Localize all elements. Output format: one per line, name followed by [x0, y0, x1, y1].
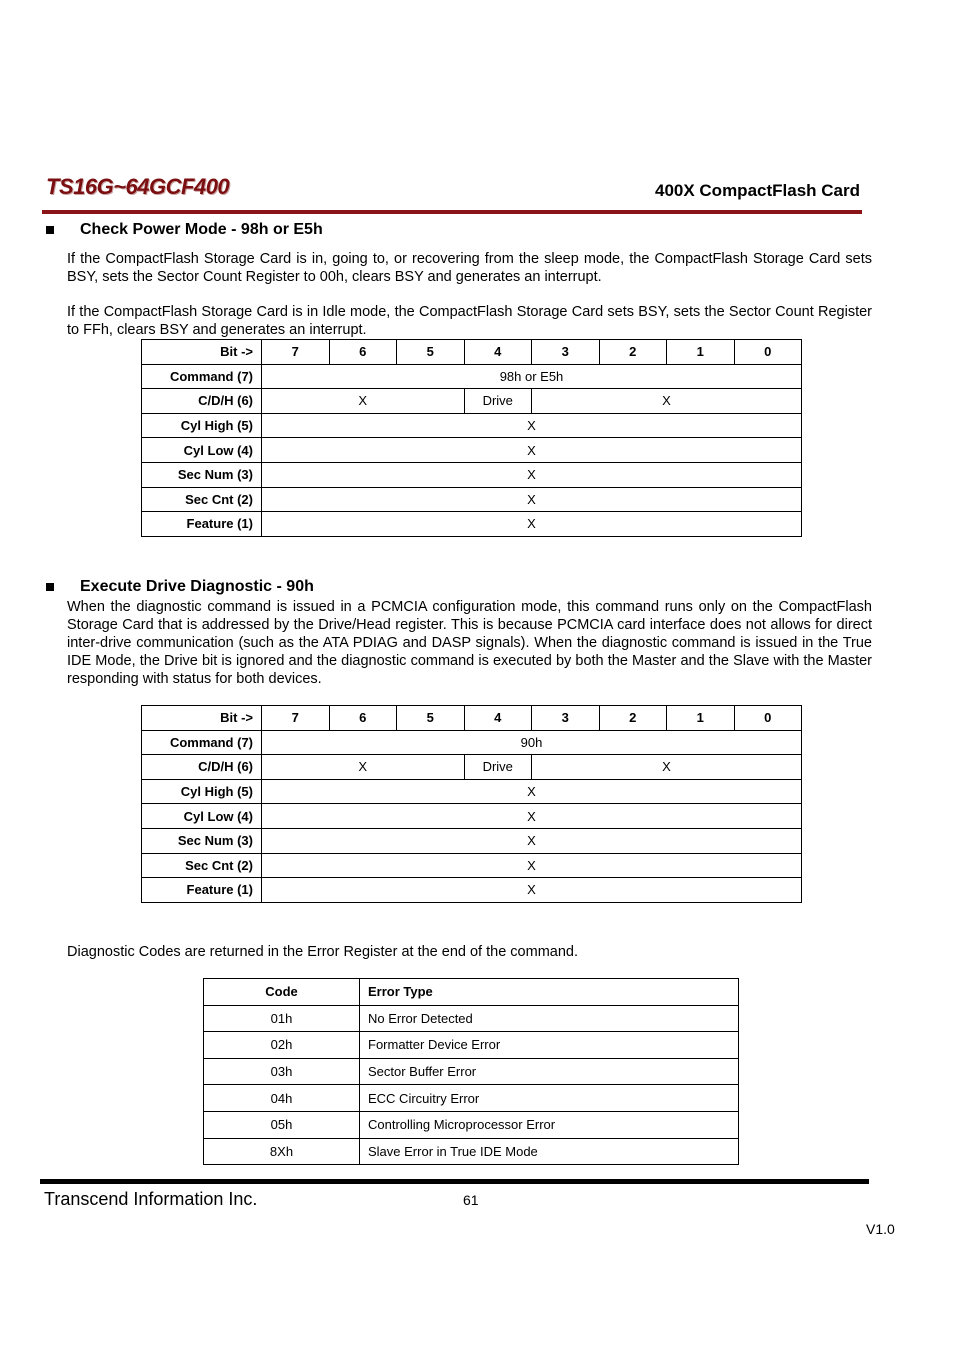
table-row [142, 706, 802, 731]
register-label: Sec Cnt (2) [142, 487, 262, 512]
bit-cell: 0 [734, 706, 802, 731]
document-model-title: TS16G~64GCF400 [46, 174, 230, 199]
register-value: X [262, 438, 802, 463]
table-row [142, 364, 802, 389]
table-row [204, 1111, 739, 1138]
register-label: Cyl High (5) [142, 779, 262, 804]
paragraph: When the diagnostic command is issued in a PCMCIA configuration mode, this command runs only on the CompactFlash Storage Card that is addressed by the Drive/Head register. This is because PCMCIA card interface does not allows for direct inter-drive communication (such as the ATA PDIAG and DASP signals). When the diagnostic command is issued in the True IDE Mode, the Drive bit is ignored and the diagnostic command is executed by both the Master and the Slave with the Master responding with status for both devices. [67, 599, 872, 687]
table-row [142, 828, 802, 853]
table-row [204, 1032, 739, 1059]
table-row [204, 1005, 739, 1032]
table-row [204, 1138, 739, 1165]
register-label: Command (7) [142, 730, 262, 755]
code-cell: 04h [204, 1085, 360, 1112]
footer-divider [40, 1179, 869, 1184]
diagnostic-codes-table [203, 978, 739, 1165]
register-label: Cyl High (5) [142, 413, 262, 438]
document-product-title: 400X CompactFlash Card [654, 181, 860, 200]
section-title-text: Check Power Mode - 98h or E5h [80, 221, 323, 238]
square-bullet-icon [46, 583, 54, 591]
register-value: X [262, 755, 465, 780]
register-label: Cyl Low (4) [142, 438, 262, 463]
register-label: Cyl Low (4) [142, 804, 262, 829]
register-value: X [262, 779, 802, 804]
register-value: X [262, 487, 802, 512]
table-row [142, 462, 802, 487]
table-header-row [204, 979, 739, 1006]
register-value: X [262, 878, 802, 903]
table-row [142, 389, 802, 414]
table-row [204, 1085, 739, 1112]
paragraph: If the CompactFlash Storage Card is in, going to, or recovering from the sleep mode, the CompactFlash Storage Card sets BSY, sets the Sector Count Register to 00h, clears BSY and generates an interrupt. [67, 251, 872, 285]
register-value: X [262, 804, 802, 829]
bit-cell: 4 [464, 340, 532, 365]
error-type-cell: ECC Circuitry Error [360, 1085, 739, 1112]
register-label: Command (7) [142, 364, 262, 389]
table-row [142, 779, 802, 804]
drive-bit-value: Drive [464, 755, 532, 780]
register-value: X [532, 755, 802, 780]
table-row [142, 878, 802, 903]
table-row [142, 755, 802, 780]
table-row [142, 853, 802, 878]
bit-cell: 4 [464, 706, 532, 731]
code-cell: 8Xh [204, 1138, 360, 1165]
section-check-power-mode-title [44, 221, 323, 239]
register-value: 90h [262, 730, 802, 755]
register-label: Feature (1) [142, 878, 262, 903]
bit-cell: 5 [397, 706, 465, 731]
error-type-cell: Slave Error in True IDE Mode [360, 1138, 739, 1165]
code-cell: 02h [204, 1032, 360, 1059]
table-row [142, 438, 802, 463]
paragraph: Diagnostic Codes are returned in the Error Register at the end of the command. [67, 944, 578, 960]
register-value: 98h or E5h [262, 364, 802, 389]
column-header-code: Code [204, 979, 360, 1006]
paragraph: If the CompactFlash Storage Card is in Idle mode, the CompactFlash Storage Card sets BSY, sets the Sector Count Register to FFh, clears BSY and generates an interrupt. [67, 304, 872, 338]
table-row [142, 730, 802, 755]
bit-cell: 6 [329, 706, 397, 731]
error-type-cell: Sector Buffer Error [360, 1058, 739, 1085]
table-row [142, 512, 802, 537]
register-label: C/D/H (6) [142, 389, 262, 414]
register-value: X [262, 828, 802, 853]
header-divider [42, 210, 862, 214]
execute-drive-diagnostic-register-table [141, 705, 802, 903]
error-type-cell: Formatter Device Error [360, 1032, 739, 1059]
register-label: C/D/H (6) [142, 755, 262, 780]
bit-cell: 7 [262, 706, 330, 731]
register-value: X [262, 413, 802, 438]
column-header-error-type: Error Type [360, 979, 739, 1006]
table-row [204, 1058, 739, 1085]
bit-cell: 2 [599, 340, 667, 365]
bit-cell: 1 [667, 706, 735, 731]
bit-cell: 3 [532, 706, 600, 731]
register-value: X [262, 389, 465, 414]
code-cell: 05h [204, 1111, 360, 1138]
table-row [142, 413, 802, 438]
table-row [142, 340, 802, 365]
section-title-text: Execute Drive Diagnostic - 90h [80, 578, 314, 595]
bit-cell: 6 [329, 340, 397, 365]
page-number: 61 [463, 1192, 479, 1208]
code-cell: 03h [204, 1058, 360, 1085]
bit-header-label: Bit -> [142, 340, 262, 365]
bit-cell: 3 [532, 340, 600, 365]
register-value: X [262, 512, 802, 537]
footer-company-name: Transcend Information Inc. [44, 1189, 258, 1209]
bit-cell: 7 [262, 340, 330, 365]
table-row [142, 487, 802, 512]
bit-cell: 0 [734, 340, 802, 365]
code-cell: 01h [204, 1005, 360, 1032]
register-value: X [532, 389, 802, 414]
bit-header-label: Bit -> [142, 706, 262, 731]
square-bullet-icon [46, 226, 54, 234]
bit-cell: 2 [599, 706, 667, 731]
error-type-cell: Controlling Microprocessor Error [360, 1111, 739, 1138]
error-type-cell: No Error Detected [360, 1005, 739, 1032]
section-execute-drive-diagnostic-title [44, 578, 314, 596]
register-label: Feature (1) [142, 512, 262, 537]
register-label: Sec Num (3) [142, 828, 262, 853]
register-value: X [262, 853, 802, 878]
drive-bit-value: Drive [464, 389, 532, 414]
register-label: Sec Cnt (2) [142, 853, 262, 878]
bit-cell: 5 [397, 340, 465, 365]
register-label: Sec Num (3) [142, 462, 262, 487]
bit-cell: 1 [667, 340, 735, 365]
table-row [142, 804, 802, 829]
document-version: V1.0 [866, 1221, 895, 1237]
register-value: X [262, 462, 802, 487]
check-power-mode-register-table [141, 339, 802, 537]
